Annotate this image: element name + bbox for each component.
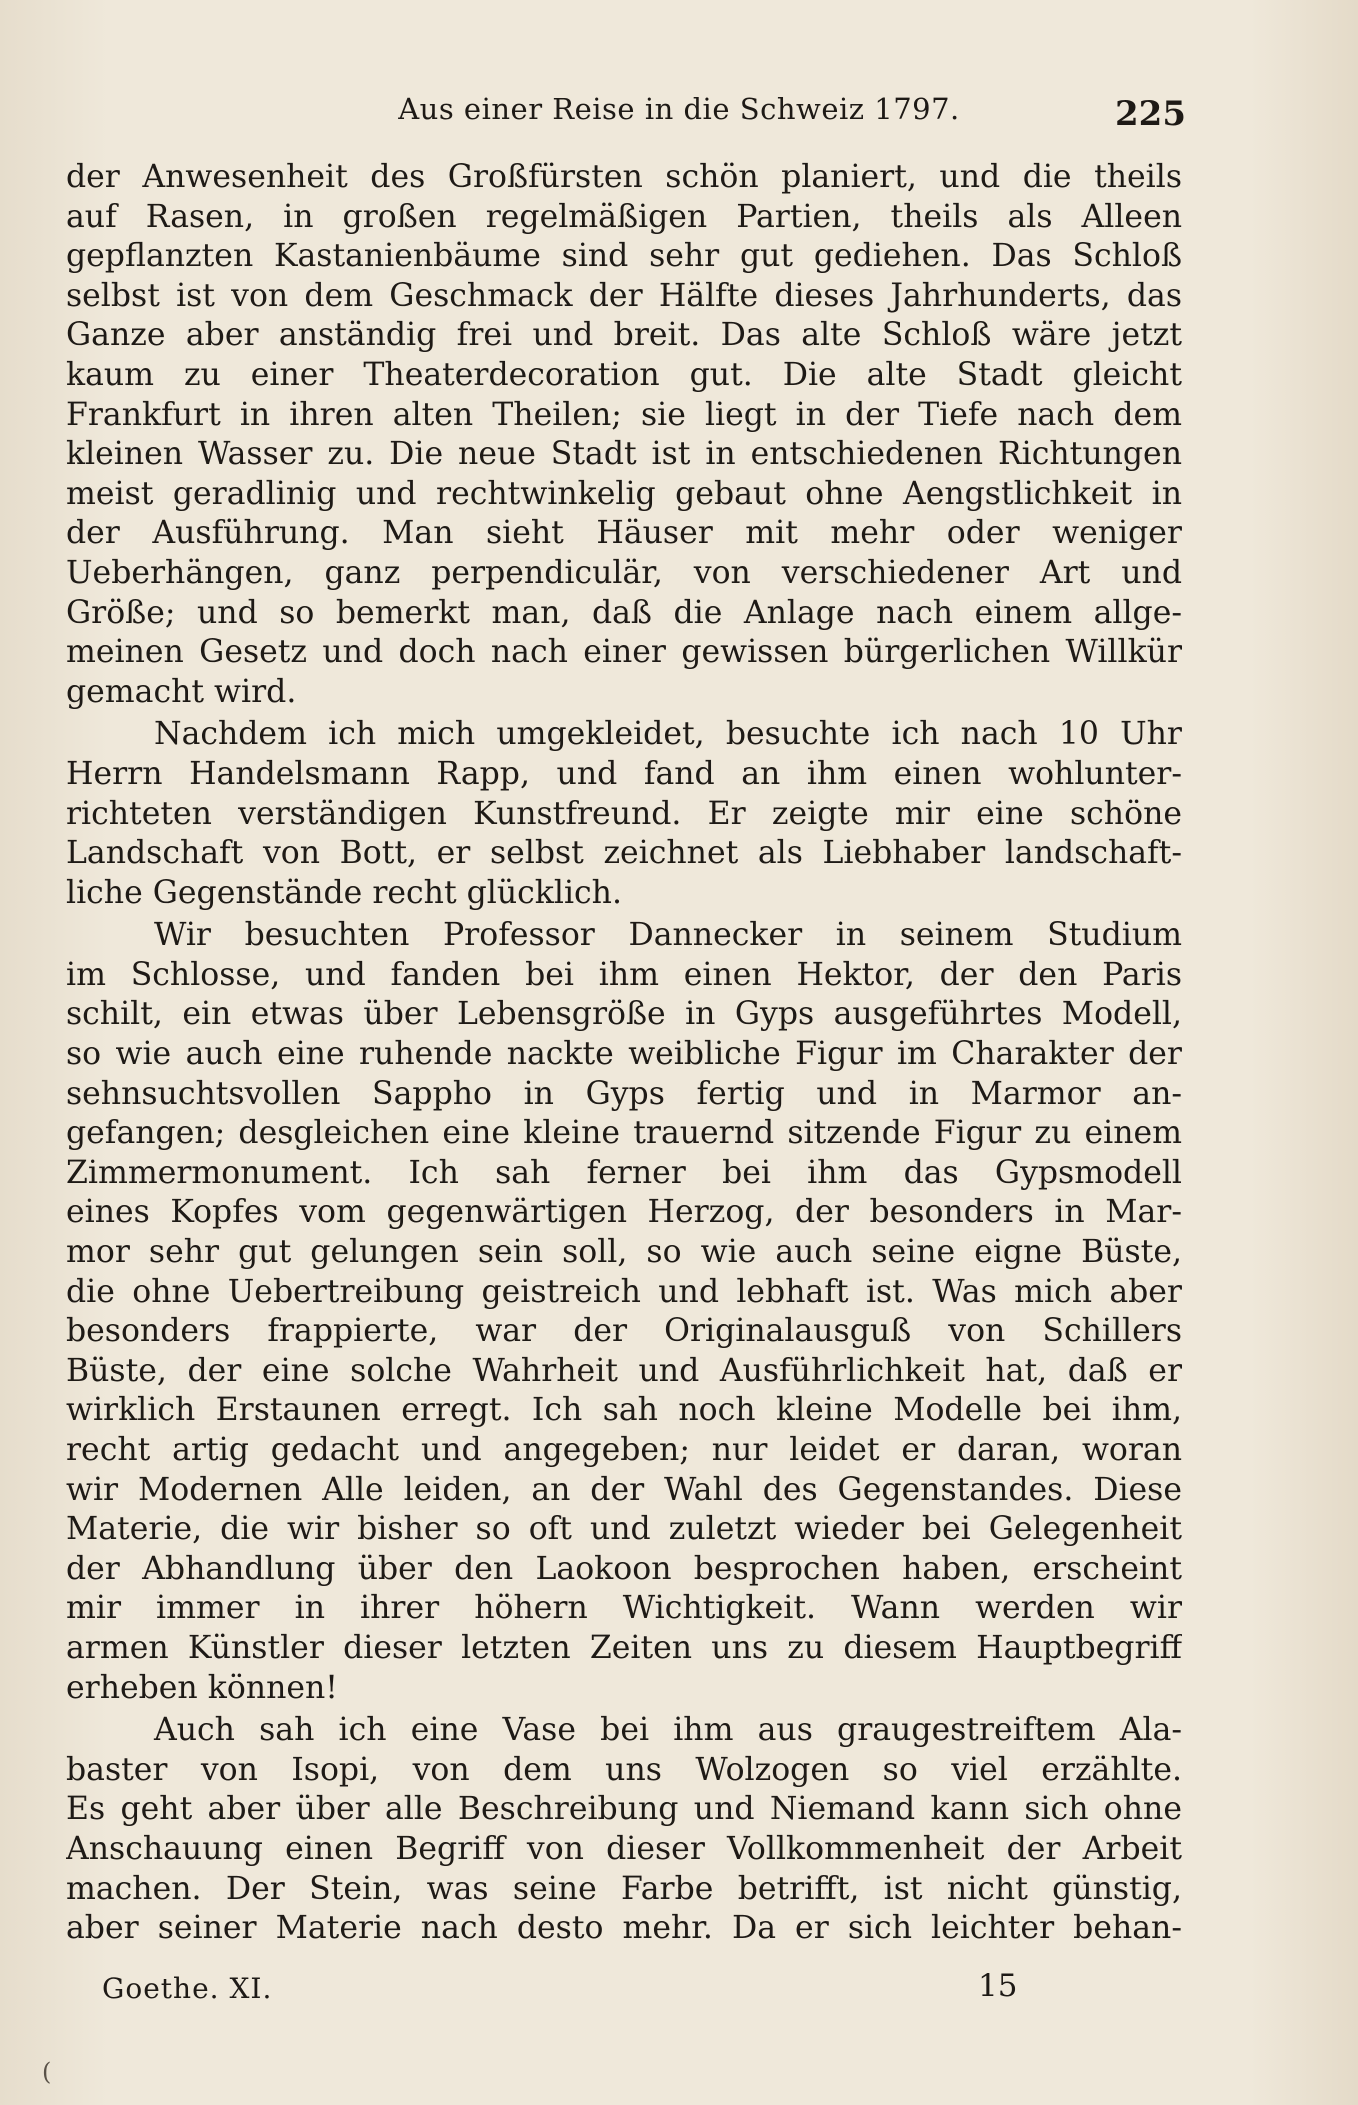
text-line: Es geht aber über alle Beschreibung und Niemand kann sich ohne <box>66 1791 1182 1828</box>
body-text <box>66 158 1182 1949</box>
text-line: Wir besuchten Professor Dannecker in seinem Studium <box>154 917 1182 954</box>
text-line: gemacht wird. <box>66 673 297 710</box>
text-line: Materie, die wir bisher so oft und zuletzt wieder bei Gelegenheit <box>66 1511 1182 1548</box>
text-line: meist geradlinig und rechtwinkelig gebaut ohne Aengstlichkeit in <box>66 475 1182 512</box>
text-line: Büste, der eine solche Wahrheit und Ausführlichkeit hat, daß er <box>66 1352 1182 1389</box>
text-line: liche Gegenstände recht glücklich. <box>66 874 622 911</box>
text-line: so wie auch eine ruhende nackte weibliche Figur im Charakter der <box>66 1036 1182 1073</box>
text-line: die ohne Uebertreibung geistreich und lebhaft ist. Was mich aber <box>66 1273 1182 1310</box>
text-line: sehnsuchtsvollen Sappho in Gyps fertig und in Marmor an- <box>66 1075 1182 1112</box>
text-line: auf Rasen, in großen regelmäßigen Partien, theils als Alleen <box>66 198 1182 235</box>
text-line: aber seiner Materie nach desto mehr. Da er sich leichter behan- <box>66 1910 1182 1947</box>
signature-mark: 15 <box>978 1968 1018 2004</box>
text-line: Größe; und so bemerkt man, daß die Anlage nach einem allge- <box>66 594 1182 631</box>
edition-mark: Goethe. XI. <box>102 1972 273 2005</box>
text-line: Anschauung einen Begriff von dieser Vollkommenheit der Arbeit <box>66 1830 1182 1867</box>
text-line: recht artig gedacht und angegeben; nur leidet er daran, woran <box>66 1432 1182 1468</box>
text-line: eines Kopfes vom gegenwärtigen Herzog, der besonders in Mar- <box>66 1194 1182 1231</box>
text-line: kaum zu einer Theaterdecoration gut. Die alte Stadt gleicht <box>66 356 1182 393</box>
edge-mark: ( <box>42 2058 52 2086</box>
text-line: machen. Der Stein, was seine Farbe betrifft, ist nicht günstig, <box>66 1870 1182 1907</box>
text-line: Zimmermonument. Ich sah ferner bei ihm das Gypsmodell <box>66 1154 1182 1191</box>
text-line: mor sehr gut gelungen sein soll, so wie auch seine eigne Büste, <box>66 1234 1182 1271</box>
text-line: Ganze aber anständig frei und breit. Das alte Schloß wäre jetzt <box>66 317 1182 354</box>
text-line: wir Modernen Alle leiden, an der Wahl des Gegenstandes. Diese <box>66 1471 1182 1508</box>
text-line: armen Künstler dieser letzten Zeiten uns zu diesem Hauptbegriff <box>66 1629 1182 1666</box>
running-head: Aus einer Reise in die Schweiz 1797. <box>398 92 960 126</box>
text-line: der Anwesenheit des Großfürsten schön planiert, und die theils <box>66 159 1182 195</box>
paragraph <box>66 715 1182 913</box>
text-line: gefangen; desgleichen eine kleine trauernd sitzende Figur zu einem <box>66 1115 1182 1152</box>
text-line: wirklich Erstaunen erregt. Ich sah noch kleine Modelle bei ihm, <box>66 1392 1182 1429</box>
text-line: besonders frappierte, war der Originalausguß von Schillers <box>66 1313 1182 1350</box>
text-line: kleinen Wasser zu. Die neue Stadt ist in entschiedenen Richtungen <box>66 436 1182 473</box>
text-line: mir immer in ihrer höhern Wichtigkeit. Wann werden wir <box>66 1590 1182 1627</box>
text-line: gepflanzten Kastanienbäume sind sehr gut gediehen. Das Schloß <box>66 238 1182 275</box>
text-line: meinen Gesetz und doch nach einer gewissen bürgerlichen Willkür <box>66 634 1182 671</box>
text-line: schilt, ein etwas über Lebensgröße in Gyps ausgeführtes Modell, <box>66 996 1182 1033</box>
page-number: 225 <box>1115 94 1186 134</box>
paragraph <box>66 916 1182 1708</box>
text-line: Frankfurt in ihren alten Theilen; sie liegt in der Tiefe nach dem <box>66 396 1182 433</box>
text-line: erheben können! <box>66 1669 338 1706</box>
text-line: richteten verständigen Kunstfreund. Er zeigte mir eine schöne <box>66 795 1182 832</box>
text-line: Ueberhängen, ganz perpendiculär, von verschiedener Art und <box>66 554 1182 591</box>
text-line: der Ausführung. Man sieht Häuser mit mehr oder weniger <box>66 515 1182 552</box>
paragraph <box>66 158 1182 712</box>
text-line: Herrn Handelsmann Rapp, und fand an ihm einen wohlunter- <box>66 755 1182 792</box>
text-line: im Schlosse, und fanden bei ihm einen Hektor, der den Paris <box>66 956 1182 993</box>
text-line: Landschaft von Bott, er selbst zeichnet als Liebhaber landschaft- <box>66 835 1182 872</box>
text-line: Nachdem ich mich umgekleidet, besuchte ich nach 10 Uhr <box>154 716 1182 753</box>
paragraph <box>66 1711 1182 1949</box>
text-line: der Abhandlung über den Laokoon besprochen haben, erscheint <box>66 1550 1182 1587</box>
text-line: baster von Isopi, von dem uns Wolzogen so viel erzählte. <box>66 1751 1182 1788</box>
text-line: selbst ist von dem Geschmack der Hälfte dieses Jahrhunderts, das <box>66 277 1182 314</box>
text-line: Auch sah ich eine Vase bei ihm aus graugestreiftem Ala- <box>154 1712 1182 1749</box>
